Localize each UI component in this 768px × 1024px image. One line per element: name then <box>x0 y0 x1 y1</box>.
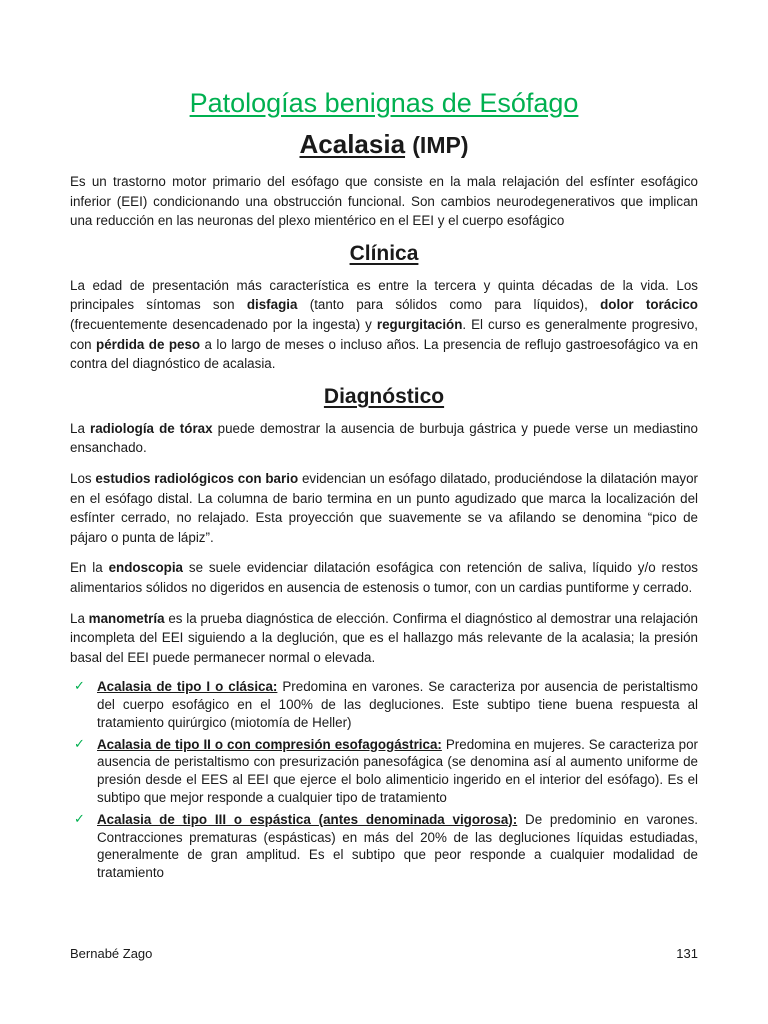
text-run: (tanto para sólidos como para líquidos), <box>297 297 601 313</box>
page-number: 131 <box>676 946 698 961</box>
bold-term: manometría <box>88 610 165 626</box>
text-run: . El curso es generalmente progresivo, con <box>70 316 698 352</box>
text-run: es la prueba diagnóstica de elección. Confirma el diagnóstico al demostrar una relajación incompleta del EEI siguiendo a la deglución, que es el hallazgo más relevante de la acalasia; la presión basal del EEI puede permanecer normal o elevada. <box>70 610 698 665</box>
bold-term: endoscopia <box>108 560 183 576</box>
bold-term: dolor torácico <box>600 297 698 313</box>
text-run: evidencian un esófago dilatado, produciéndose la dilatación mayor en el esófago distal. La columna de bario termina en un punto agudizado que marca la localización del esfínter cerrado, no relajado. Esta proyección que suavemente se va afilando se denomina “pico de pájaro o punta de lápiz”. <box>70 470 698 545</box>
clinica-paragraph <box>70 276 698 374</box>
section-title-text: Acalasia <box>299 129 406 159</box>
page-title: Patologías benignas de Esófago <box>189 88 579 118</box>
list-item <box>70 678 698 731</box>
list-item <box>70 811 698 882</box>
text-run: La edad de presentación más característica es entre la tercera y quinta décadas de la vida. Los principales síntomas son <box>70 277 698 313</box>
page-content <box>70 88 698 886</box>
text-run: La <box>70 420 90 436</box>
page-footer <box>70 946 698 961</box>
text-run: a lo largo de meses o incluso años. La presencia de reflujo gastroesofágico va en contra del diagnóstico de acalasia. <box>70 336 699 372</box>
text-run: La <box>70 610 89 626</box>
section-tag: (IMP) <box>412 132 469 158</box>
bold-term: radiología de tórax <box>90 420 213 436</box>
type-description: De predominio en varones. Contracciones prematuras (espásticas) en más del 20% de las degluciones líquidas estudiadas, generalmente de gran amplitud. Es el subtipo que peor responde a cualquier modalidad de tratamiento <box>97 811 698 881</box>
text-run: Los <box>70 470 96 486</box>
bold-term: estudios radiológicos con bario <box>95 470 299 486</box>
section-title <box>70 129 698 160</box>
bold-term: pérdida de peso <box>96 336 201 352</box>
type-name: Acalasia de tipo III o espástica (antes denominada vigorosa): <box>97 811 518 827</box>
list-item <box>70 736 698 807</box>
diagnostico-paragraph-2 <box>70 469 698 547</box>
type-description: Predomina en mujeres. Se caracteriza por ausencia de peristaltismo con presurización panesofágica (se denomina así al aumento uniforme de presión desde el EES al EEI que ejerce el bolo alimenticio ingerido en el interior del esófago). Es el subtipo que mejor responde a cualquier tipo de tratamiento <box>97 736 698 806</box>
acalasia-types-list <box>70 678 698 882</box>
check-icon: ✓ <box>74 736 85 752</box>
diagnostico-heading: Diagnóstico <box>323 384 445 408</box>
footer-author: Bernabé Zago <box>70 946 153 961</box>
text-run: (frecuentemente desencadenado por la ingesta) y <box>70 316 377 332</box>
text-run: En la <box>70 560 109 576</box>
intro-paragraph: Es un trastorno motor primario del esófago que consiste en la mala relajación del esfínter esofágico inferior (EEI) condicionando una obstrucción funcional. Son cambios neurodegenerativos que implican una reducción en las neuronas del plexo mientérico en el EEI y el cuerpo esofágico <box>70 174 698 229</box>
text-run: puede demostrar la ausencia de burbuja gástrica y puede verse un mediastino ensanchado. <box>70 420 698 456</box>
clinica-heading: Clínica <box>349 241 419 265</box>
bold-term: regurgitación <box>376 316 463 332</box>
type-name: Acalasia de tipo II o con compresión esofagogástrica: <box>97 736 442 752</box>
diagnostico-paragraph-4 <box>70 609 698 668</box>
type-name: Acalasia de tipo I o clásica: <box>97 679 278 695</box>
type-description: Predomina en varones. Se caracteriza por ausencia de peristaltismo del cuerpo esofágico en el 100% de las degluciones. Este subtipo tiene buena respuesta al tratamiento quirúrgico (miotomía de Heller) <box>97 679 698 730</box>
text-run: se suele evidenciar dilatación esofágica con retención de saliva, líquido y/o restos alimentarios sólidos no digeridos en ausencia de estenosis o tumor, con un cardias puntiforme y cerrado. <box>70 560 699 595</box>
bold-term: disfagia <box>246 297 298 313</box>
diagnostico-paragraph-3 <box>70 558 698 597</box>
diagnostico-paragraph-1 <box>70 419 698 458</box>
check-icon: ✓ <box>74 679 85 695</box>
check-icon: ✓ <box>74 811 85 827</box>
